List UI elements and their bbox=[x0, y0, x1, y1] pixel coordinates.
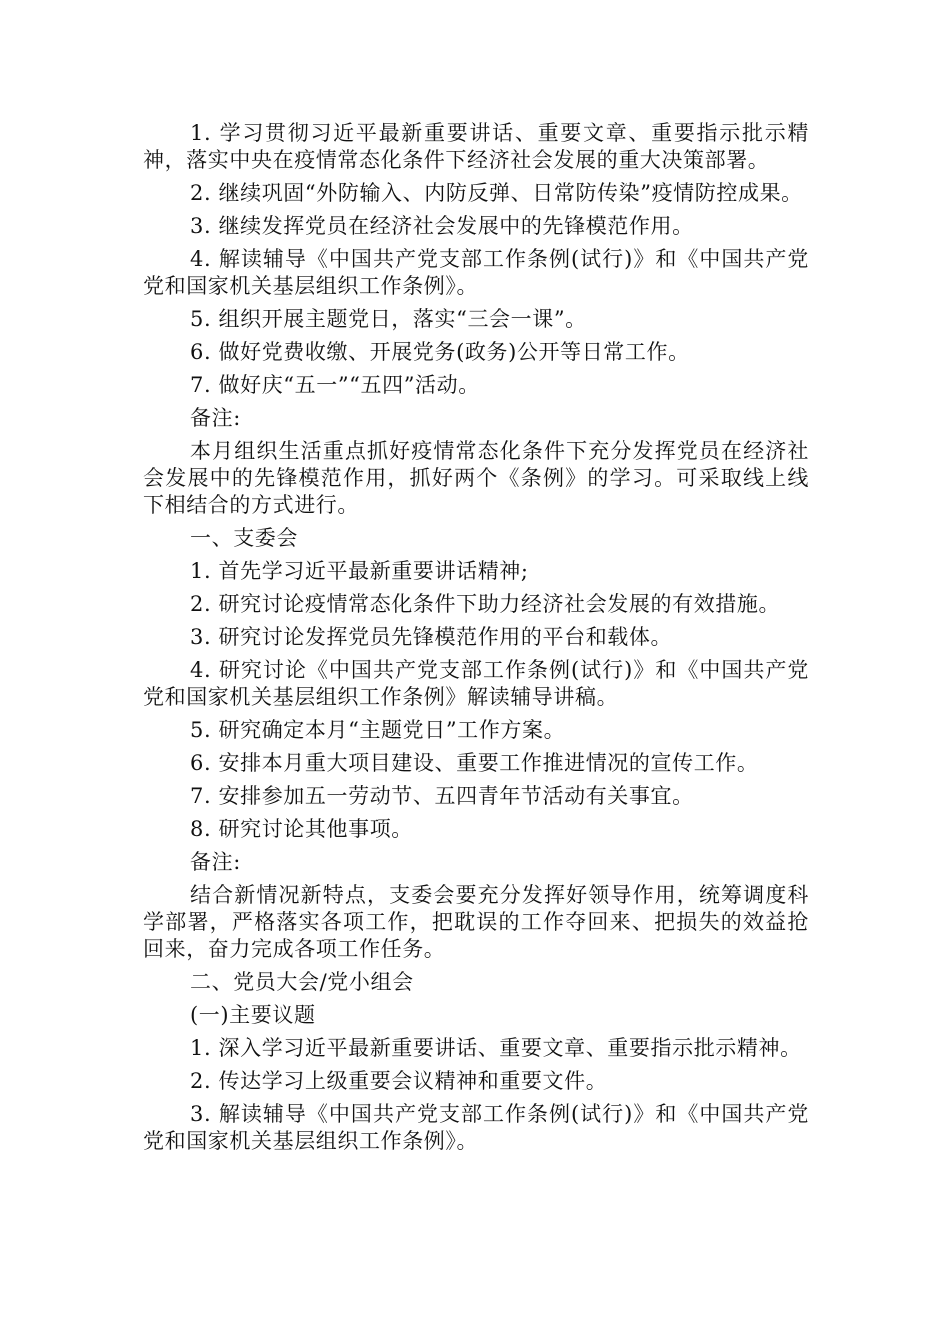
section-heading: 二、党员大会/党小组会 bbox=[190, 970, 414, 994]
section-heading: 一、支委会 bbox=[190, 526, 298, 550]
paragraph: 3. 研究讨论发挥党员先锋模范作用的平台和载体。 bbox=[190, 625, 673, 649]
paragraph: 结合新情况新特点，支委会要充分发挥好领导作用，统筹调度科学部署，严格落实各项工作，把耽误的工作夺回来、把损失的效益抢回来，奋力完成各项工作任务。 bbox=[143, 883, 809, 961]
paragraph: 4. 研究讨论《中国共产党支部工作条例(试行)》和《中国共产党党和国家机关基层组织工作条例》解读辅导讲稿。 bbox=[143, 658, 809, 709]
paragraph: 2. 继续巩固“外防输入、内防反弹、日常防传染”疫情防控成果。 bbox=[190, 181, 803, 205]
paragraph: 5. 研究确定本月“主题党日”工作方案。 bbox=[190, 718, 566, 742]
paragraph: 1. 深入学习近平最新重要讲话、重要文章、重要指示批示精神。 bbox=[190, 1036, 802, 1060]
paragraph: 3. 解读辅导《中国共产党支部工作条例(试行)》和《中国共产党党和国家机关基层组织工作条例》。 bbox=[143, 1102, 809, 1153]
paragraph: 4. 解读辅导《中国共产党支部工作条例(试行)》和《中国共产党党和国家机关基层组织工作条例》。 bbox=[143, 247, 809, 298]
paragraph: 1. 首先学习近平最新重要讲话精神; bbox=[190, 559, 529, 583]
paragraph: 6. 安排本月重大项目建设、重要工作推进情况的宣传工作。 bbox=[190, 751, 759, 775]
subsection-heading: (一)主要议题 bbox=[190, 1003, 316, 1027]
note-heading: 备注: bbox=[190, 850, 241, 874]
paragraph: 本月组织生活重点抓好疫情常态化条件下充分发挥党员在经济社会发展中的先锋模范作用，抓好两个《条例》的学习。可采取线上线下相结合的方式进行。 bbox=[143, 439, 809, 517]
paragraph: 1. 学习贯彻习近平最新重要讲话、重要文章、重要指示批示精神，落实中央在疫情常态化条件下经济社会发展的重大决策部署。 bbox=[143, 121, 809, 172]
paragraph: 3. 继续发挥党员在经济社会发展中的先锋模范作用。 bbox=[190, 214, 694, 238]
paragraph: 7. 做好庆“五一”“五四”活动。 bbox=[190, 373, 480, 397]
paragraph: 7. 安排参加五一劳动节、五四青年节活动有关事宜。 bbox=[190, 784, 694, 808]
note-heading: 备注: bbox=[190, 406, 241, 430]
paragraph: 2. 传达学习上级重要会议精神和重要文件。 bbox=[190, 1069, 608, 1093]
paragraph: 8. 研究讨论其他事项。 bbox=[190, 817, 413, 841]
paragraph: 5. 组织开展主题党日，落实“三会一课”。 bbox=[190, 307, 587, 331]
paragraph: 6. 做好党费收缴、开展党务(政务)公开等日常工作。 bbox=[190, 340, 690, 364]
paragraph: 2. 研究讨论疫情常态化条件下助力经济社会发展的有效措施。 bbox=[190, 592, 781, 616]
document-body bbox=[143, 120, 809, 1161]
